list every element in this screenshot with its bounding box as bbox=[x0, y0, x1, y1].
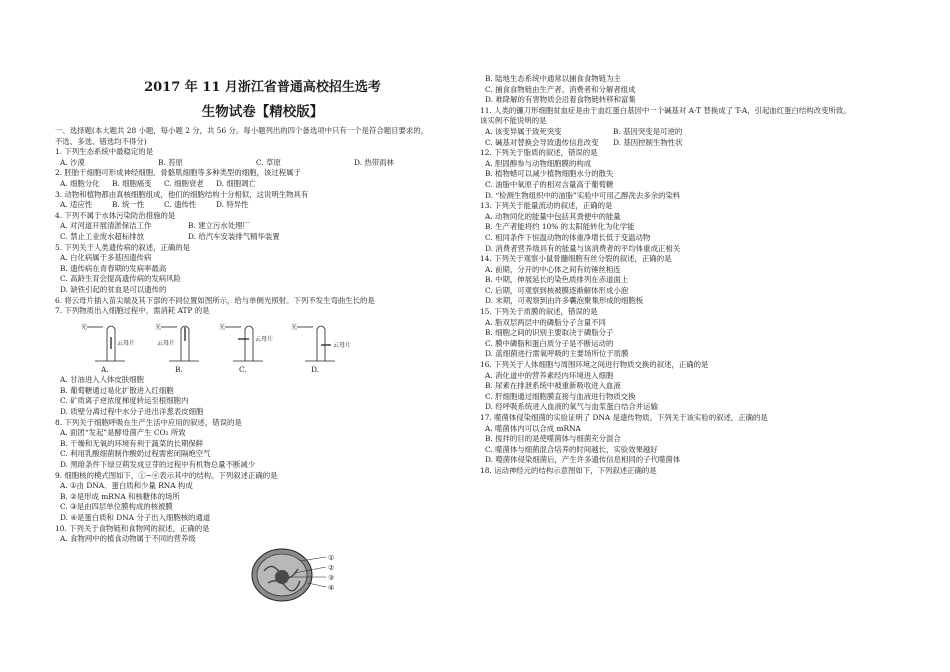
q4-option-c: C. 禁止工业废水超标排放 bbox=[60, 231, 144, 241]
q13-option-a: A. 动物同化的能量中包括其粪便中的能量 bbox=[485, 211, 621, 221]
q17-option-c: C. 噬菌体与细菌混合培养的时间越长，实验效果越好 bbox=[485, 444, 658, 454]
fig6-letter-a: A. bbox=[101, 364, 109, 374]
q4-option-a: A. 对河道开展清淤保洁工作 bbox=[60, 221, 152, 231]
q17-option-a: A. 噬菌体内可以合成 mRNA bbox=[485, 423, 581, 433]
nucleolus bbox=[275, 570, 289, 584]
left-column bbox=[55, 0, 470, 545]
q10-option-b: B. 陆地生态系统中通常以捕食食物链为主 bbox=[485, 74, 621, 83]
q7-option-c: C. 矿质离子逆浓度梯度转运至根细胞内 bbox=[60, 396, 189, 406]
nucleus-label-4: ④ bbox=[328, 584, 335, 592]
q11-stem-2: 该实例不能说明的是 bbox=[480, 116, 547, 126]
q18-stem: 18. 运动神经元的结构示意图如下，下列叙述正确的是 bbox=[480, 465, 657, 475]
q9-option-b: B. ②是形成 mRNA 和核糖体的场所 bbox=[60, 491, 180, 501]
q7-option-b: B. 葡萄糖通过易化扩散进入红细胞 bbox=[60, 385, 174, 395]
q14-option-c: C. 后期，可观察到核被膜逐渐解体形成小泡 bbox=[485, 285, 629, 295]
q16-option-c: C. 肝细胞通过细胞膜直接与血液进行物质交换 bbox=[485, 391, 636, 401]
q2-option-c: C. 细胞衰老 bbox=[164, 178, 204, 188]
q13-option-c: C. 相同条件下恒温动物的体重净增长低于变温动物 bbox=[485, 232, 651, 242]
q16-option-d: D. 经呼吸系统进入血液的氧气与血浆蛋白结合并运输 bbox=[485, 402, 658, 412]
q12-stem: 12. 下列关于脂质的叙述，错误的是 bbox=[480, 148, 598, 158]
q11-option-d: D. 基因控制生物性状 bbox=[613, 137, 683, 147]
q11-option-c: C. 碱基对替换会导致遗传信息改变 bbox=[485, 137, 599, 147]
q9-option-c: C. ③是由四层单位膜构成的核被膜 bbox=[60, 502, 173, 512]
q4-stem: 4. 下列不属于水体污染防治措施的是 bbox=[55, 210, 176, 220]
q2-option-b: B. 细胞癌变 bbox=[112, 178, 152, 188]
q3-option-b: B. 统一性 bbox=[112, 200, 145, 210]
q5-option-d: D. 缺铁引起的贫血是可以遗传的 bbox=[60, 284, 167, 294]
q11-option-b: B. 基因突变是可逆的 bbox=[613, 126, 683, 136]
fig6-letter-d: D. bbox=[311, 364, 320, 374]
fig6-letter-b: B. bbox=[175, 364, 183, 374]
q4-options-ab bbox=[55, 221, 470, 232]
q3-options bbox=[55, 200, 470, 211]
q4-option-d: D. 给汽车安装排气精华装置 bbox=[188, 231, 280, 241]
q12-option-d: D. “检测生物组织中的油脂”实验中可用乙醇洗去多余的染料 bbox=[485, 190, 681, 200]
q13-option-d: D. 消费者营养级具有的能量与该消费者的平均体重成正相关 bbox=[485, 243, 681, 253]
fig6-letters bbox=[55, 365, 470, 376]
q4-options-cd bbox=[55, 232, 470, 243]
seedling-diagram bbox=[55, 319, 385, 363]
q3-option-d: D. 特异性 bbox=[216, 200, 249, 210]
q15-option-c: C. 膜中磷脂和蛋白质分子是不断运动的 bbox=[485, 338, 614, 348]
mica-label-c: 云母片 bbox=[255, 335, 274, 343]
q13-stem: 13. 下列关于能量流动的叙述，正确的是 bbox=[480, 201, 613, 211]
q7-stem: 7. 下列物质出入细胞过程中，需消耗 ATP 的是 bbox=[55, 306, 210, 316]
q1-option-d: D. 热带雨林 bbox=[354, 157, 394, 167]
q9-stem: 9. 细胞核的模式图如下，①~④表示其中的结构。下列叙述正确的是 bbox=[55, 470, 278, 480]
q16-stem: 16. 下列关于人体细胞与周围环境之间进行物质交换的叙述，正确的是 bbox=[480, 360, 709, 370]
q8-stem: 8. 下列关于细胞呼吸在生产生活中应用的叙述，错误的是 bbox=[55, 417, 242, 427]
q7-option-a: A. 甘油进入人体皮肤细胞 bbox=[60, 375, 144, 385]
fig6-letter-c: C. bbox=[239, 364, 247, 374]
q1-option-a: A. 沙漠 bbox=[60, 157, 85, 167]
q15-stem: 15. 下列关于质膜的叙述，错误的是 bbox=[480, 307, 598, 317]
q7-option-d: D. 质壁分离过程中水分子进出洋葱表皮细胞 bbox=[60, 407, 204, 417]
exam-subtitle: 生物试卷【精校版】 bbox=[201, 104, 324, 120]
q17-stem: 17. 噬菌体侵染细菌的实验证明了 DNA 是遗传物质。下列关于该实验的叙述，正确的是 bbox=[480, 413, 768, 422]
light-label-d: 光 bbox=[291, 323, 298, 331]
light-label-a: 光 bbox=[81, 323, 88, 331]
q1-options bbox=[55, 158, 470, 169]
q9-option-a: A. ①由 DNA、蛋白质和少量 RNA 构成 bbox=[60, 481, 193, 491]
q10-option-a: A. 食物网中的植食动物属于不同的营养级 bbox=[60, 534, 196, 544]
q14-option-d: D. 末期，可观察到由许多囊泡聚集形成的细胞板 bbox=[485, 296, 644, 306]
q11-stem: 11. 人类的镰刀形细胞贫血症是由于血红蛋白基因中一个碱基对 A-T 替换成了 T-A，引起血红蛋白结构改变所致。 bbox=[480, 105, 851, 115]
light-label-c: 光 bbox=[219, 323, 226, 331]
q8-option-d: D. 黑暗条件下绿豆萌发成豆芽的过程中有机物总量不断减少 bbox=[60, 460, 256, 470]
exam-title: 2017 年 11 月浙江省普通高校招生选考 bbox=[144, 80, 381, 95]
q11-options-cd bbox=[480, 138, 900, 149]
mica-label-a: 云母片 bbox=[117, 339, 136, 347]
q3-option-a: A. 适应性 bbox=[60, 200, 93, 210]
q10-option-c: C. 捕食食物链由生产者、消费者和分解者组成 bbox=[485, 84, 636, 94]
q2-stem: 2. 胚胎干细胞可形成神经细胞、骨骼肌细胞等多种类型的细胞，该过程属于 bbox=[55, 168, 301, 178]
q1-stem: 1. 下列生态系统中最稳定的是 bbox=[55, 147, 154, 157]
nucleus-label-3: ③ bbox=[328, 574, 335, 582]
q1-option-b: B. 苔原 bbox=[158, 157, 183, 167]
section-instructions: 一、选择题(本大题共 28 小题，每小题 2 分，共 56 分。每小题列出的四个备选项中只有一个是符合题目要求的， bbox=[55, 126, 429, 135]
q12-option-a: A. 胆固醇参与动物细胞膜的构成 bbox=[485, 158, 592, 168]
q5-stem: 5. 下列关于人类遗传病的叙述，正确的是 bbox=[55, 242, 191, 252]
q2-option-a: A. 细胞分化 bbox=[60, 178, 100, 188]
mica-label-d: 云母片 bbox=[333, 341, 352, 349]
q8-option-a: A. 面团“发起”是酵母菌产生 CO₂ 所致 bbox=[60, 428, 186, 438]
q10-stem: 10. 下列关于食物链和食物网的叙述，正确的是 bbox=[55, 523, 210, 533]
q6-stem: 6. 将云母片插入苗尖端及其下部的不同位置如图所示，给与单侧光照射。下列不发生弯曲生长的是 bbox=[55, 295, 375, 305]
q2-options bbox=[55, 179, 470, 190]
seedling-c bbox=[245, 326, 253, 361]
right-column bbox=[480, 74, 900, 477]
q5-option-c: C. 高龄生育会提高遗传病的发病风险 bbox=[60, 274, 181, 284]
q17-option-d: D. 噬菌体侵染细菌后，产生许多遗传信息相同的子代噬菌体 bbox=[485, 455, 681, 465]
nucleus-label-2: ② bbox=[328, 564, 335, 572]
nucleus-label-1: ① bbox=[328, 554, 335, 562]
q12-option-b: B. 植物蜡可以减少植物细胞水分的散失 bbox=[485, 169, 614, 179]
q16-option-a: A. 消化道中的营养素经内环境进入细胞 bbox=[485, 370, 614, 380]
q8-option-b: B. 干燥和无氧的环境有利于蔬菜的长期保鲜 bbox=[60, 438, 204, 448]
q9-option-d: D. ④是蛋白质和 DNA 分子出入细胞核的通道 bbox=[60, 513, 211, 522]
q14-option-b: B. 中期，伸展延长的染色质排列在赤道面上 bbox=[485, 275, 629, 285]
q3-option-c: C. 遗传性 bbox=[164, 200, 197, 210]
section-instructions-2: 不选、多选、错选均不得分) bbox=[55, 136, 147, 146]
q14-option-a: A. 前期，分开的中心体之间有纺锤丝相连 bbox=[485, 264, 621, 274]
q1-option-c: C. 草原 bbox=[256, 157, 281, 167]
q16-option-b: B. 尿素在排泄系统中被重新吸收进入血液 bbox=[485, 381, 621, 391]
q11-options-ab bbox=[480, 127, 900, 138]
light-label-b: 光 bbox=[155, 323, 162, 331]
seedling-figure bbox=[55, 319, 470, 363]
seedling-d bbox=[317, 326, 325, 361]
q4-option-b: B. 建立污水处理厂 bbox=[188, 221, 250, 231]
q17-option-b: B. 搅拌的目的是使噬菌体与细菌充分混合 bbox=[485, 434, 621, 444]
q13-option-b: B. 生产者能将约 10% 的太阳能转化为化学能 bbox=[485, 222, 635, 232]
q14-stem: 14. 下列关于观察小鼠骨髓细胞有丝分裂的叙述，正确的是 bbox=[480, 254, 672, 264]
nucleus-diagram bbox=[250, 543, 345, 605]
mica-label-b: 云母片 bbox=[157, 339, 176, 347]
q5-option-b: B. 遗传病在青春期的发病率最高 bbox=[60, 263, 167, 273]
q12-option-c: C. 油脂中氧原子的相对含量高于葡萄糖 bbox=[485, 179, 614, 189]
nucleus-figure bbox=[250, 543, 345, 609]
q10-option-d: D. 难降解的有害物质会沿着食物链转移和富集 bbox=[485, 95, 636, 105]
q2-option-d: D. 细胞凋亡 bbox=[216, 178, 256, 188]
q15-option-b: B. 细胞之间的识别主要取决于磷脂分子 bbox=[485, 328, 614, 338]
q8-option-c: C. 利用乳酸细菌制作酸奶过程需密闭隔绝空气 bbox=[60, 449, 211, 459]
q5-option-a: A. 白化病属于多基因遗传病 bbox=[60, 253, 152, 263]
q15-option-a: A. 脂双层两层中的磷脂分子含量不同 bbox=[485, 317, 606, 327]
q3-stem: 3. 动物和植物都由真核细胞组成，他们的细胞结构十分相似，这说明生物具有 bbox=[55, 189, 309, 199]
q15-option-d: D. 蓝细菌进行需氧呼吸的主要场所位于质膜 bbox=[485, 349, 629, 359]
q11-option-a: A. 该变异属于致死突变 bbox=[485, 126, 562, 136]
